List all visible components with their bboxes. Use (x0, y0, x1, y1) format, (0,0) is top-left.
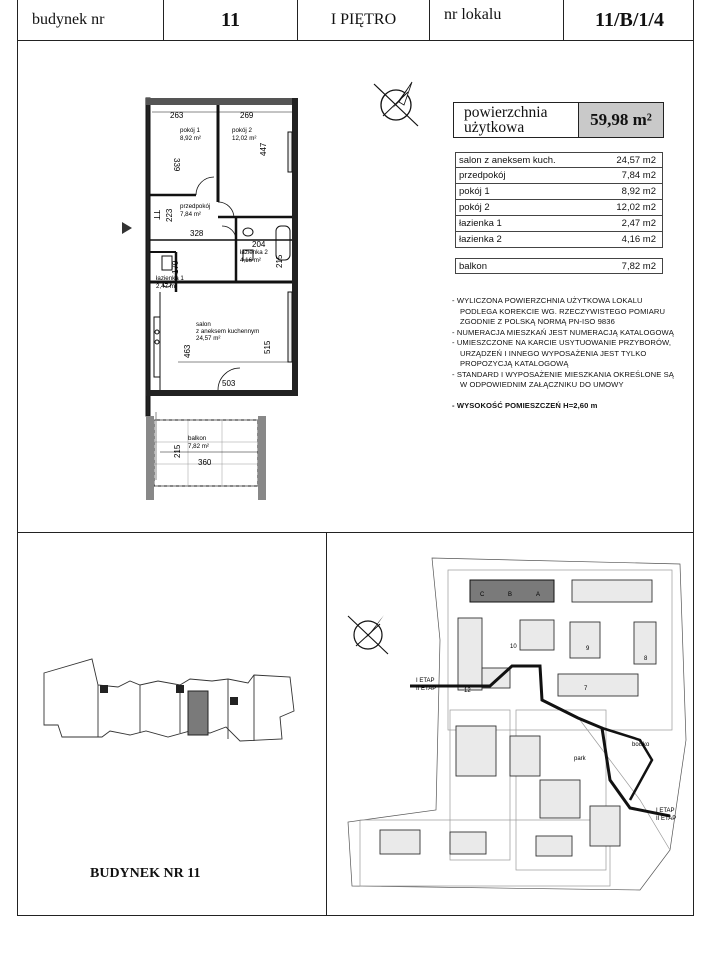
dim-top-right: 269 (240, 111, 254, 120)
building-label: budynek nr (32, 11, 105, 28)
building-outline (40, 655, 300, 755)
usable-area-number: 59,98 m² (590, 110, 652, 129)
bath2-area: 4,16 m² (240, 257, 261, 264)
floor-cell (298, 0, 430, 40)
dim-salon-right: 515 (263, 340, 272, 354)
bath2-label: łazienka 2 (240, 249, 268, 256)
highlighted-unit (188, 691, 208, 735)
stage1-label-right: I ETAP (656, 808, 675, 814)
room1-label: pokój 1 (180, 127, 200, 134)
salon-sublabel: z aneksem kuchennym (196, 328, 260, 335)
building-number: 11 (221, 8, 240, 31)
dim-room1: 339 (172, 158, 181, 172)
room-area: 7,84 m2 (621, 170, 656, 181)
room-area: 8,92 m2 (621, 186, 656, 197)
building-label-cell (18, 0, 164, 40)
building-title: BUDYNEK NR 11 (90, 866, 201, 881)
room-name: salon z aneksem kuch. (459, 155, 556, 166)
usable-area-label-line1: powierzchnia (464, 104, 548, 121)
entrance-arrow-icon (122, 222, 132, 234)
salon-area: 24,57 m² (196, 335, 221, 342)
room-area: 2,47 m2 (621, 218, 656, 229)
note-item: - UMIESZCZONE NA KARCIE USYTUOWANIE PRZYBORÓW, URZĄDZEŃ I INNEGO WYPOSAŻENIA JEST TYLKO PROPOZYCJĄ KATALOGOWĄ (452, 338, 672, 368)
note-item: - WYLICZONA POWIERZCHNIA UŻYTKOWA LOKALU PODLEGA KOREKCIE WG. RZECZYWISTEGO POMIARU ZGODNIE Z POLSKĄ NORMĄ PN-ISO 9836 (452, 296, 666, 326)
usable-area-value (578, 103, 663, 137)
building-number-cell (164, 0, 298, 40)
entry-mark: TT (152, 210, 161, 220)
unit-number: 11/B/1/4 (595, 8, 664, 31)
unit-label: nr lokalu (444, 6, 502, 23)
rooms-table (455, 152, 663, 248)
room-area: 12,02 m2 (616, 202, 656, 213)
hall-label: przedpokój (180, 203, 211, 210)
room-name: przedpokój (459, 170, 506, 181)
building-9-label: 9 (586, 646, 590, 652)
room-name: łazienka 2 (459, 234, 502, 245)
dim-balcony-width: 360 (198, 458, 212, 467)
dim-room2: 447 (259, 142, 268, 156)
note-item: - NUMERACJA MIESZKAŃ JEST NUMERACJĄ KATALOGOWĄ (452, 327, 674, 337)
room-row (455, 184, 663, 200)
floor-label: I PIĘTRO (330, 11, 397, 28)
room1-area: 8,92 m² (180, 135, 201, 142)
hall-area: 7,84 m² (180, 211, 201, 218)
room-area: 4,16 m2 (621, 234, 656, 245)
letter-c: C (480, 592, 485, 598)
salon-label: salon (196, 321, 211, 328)
dim-top-left: 263 (170, 111, 184, 120)
building-10-label: 10 (510, 644, 517, 650)
dim-hall-left: 223 (165, 208, 174, 222)
room-name: pokój 2 (459, 202, 490, 213)
dim-hall-width: 328 (190, 229, 204, 238)
room2-area: 12,02 m² (232, 135, 257, 142)
room-name: pokój 1 (459, 186, 490, 197)
building-12-label: 12 (464, 688, 471, 694)
unit-number-cell (564, 0, 695, 40)
stage1-label: I ETAP (416, 678, 435, 684)
room-area: 24,57 m2 (616, 155, 656, 166)
notes-list (452, 296, 680, 411)
room2-label: pokój 2 (232, 127, 252, 134)
north-arrow-icon (368, 80, 424, 130)
room-row (455, 200, 663, 216)
header-bar (17, 0, 694, 41)
dim-salon-left: 463 (183, 344, 192, 358)
room-row (455, 168, 663, 184)
dim-bath2-width: 204 (252, 240, 266, 249)
highlighted-building (470, 580, 554, 602)
room-name: łazienka 1 (459, 218, 502, 229)
room-row (455, 152, 663, 168)
unit-label-cell (430, 0, 564, 40)
park-label: park (574, 756, 586, 762)
letter-a: A (536, 592, 541, 598)
dim-bath2-height: 215 (275, 254, 284, 268)
balcony-name: balkon (459, 261, 487, 272)
bath1-label: łazienka 1 (156, 275, 184, 282)
room-row (455, 216, 663, 232)
balcony-table (455, 258, 663, 274)
note-item: - STANDARD I WYPOSAŻENIE MIESZKANIA OKREŚLONE SĄ W ODPOWIEDNIM ZAŁĄCZNIKU DO UMOWY (452, 369, 674, 389)
floor-plan (118, 92, 318, 512)
bath1-area: 2,47 m² (156, 283, 177, 290)
room-row (455, 232, 663, 248)
usable-area-label-line2: użytkowa (464, 119, 525, 136)
usable-area-label (454, 103, 578, 137)
dim-bath1: 170 (171, 260, 180, 274)
balcony-area-label: 7,82 m² (188, 443, 209, 450)
letter-b: B (508, 592, 513, 598)
dim-salon-width: 503 (222, 379, 236, 388)
stage2-label-right: II ETAP (656, 816, 677, 822)
balcony-label: balkon (188, 435, 207, 442)
balcony-row (455, 258, 663, 274)
stage2-label: II ETAP (416, 686, 437, 692)
building-8-label: 8 (644, 656, 648, 662)
playground-label: boisko (632, 742, 650, 748)
site-plan-map (340, 550, 690, 910)
building-7-label: 7 (584, 686, 588, 692)
dim-balcony-depth: 215 (173, 444, 182, 458)
balcony-area: 7,82 m2 (621, 261, 656, 272)
height-note: - WYSOKOŚĆ POMIESZCZEŃ H=2,60 m (452, 400, 598, 410)
usable-area-box (453, 102, 664, 138)
